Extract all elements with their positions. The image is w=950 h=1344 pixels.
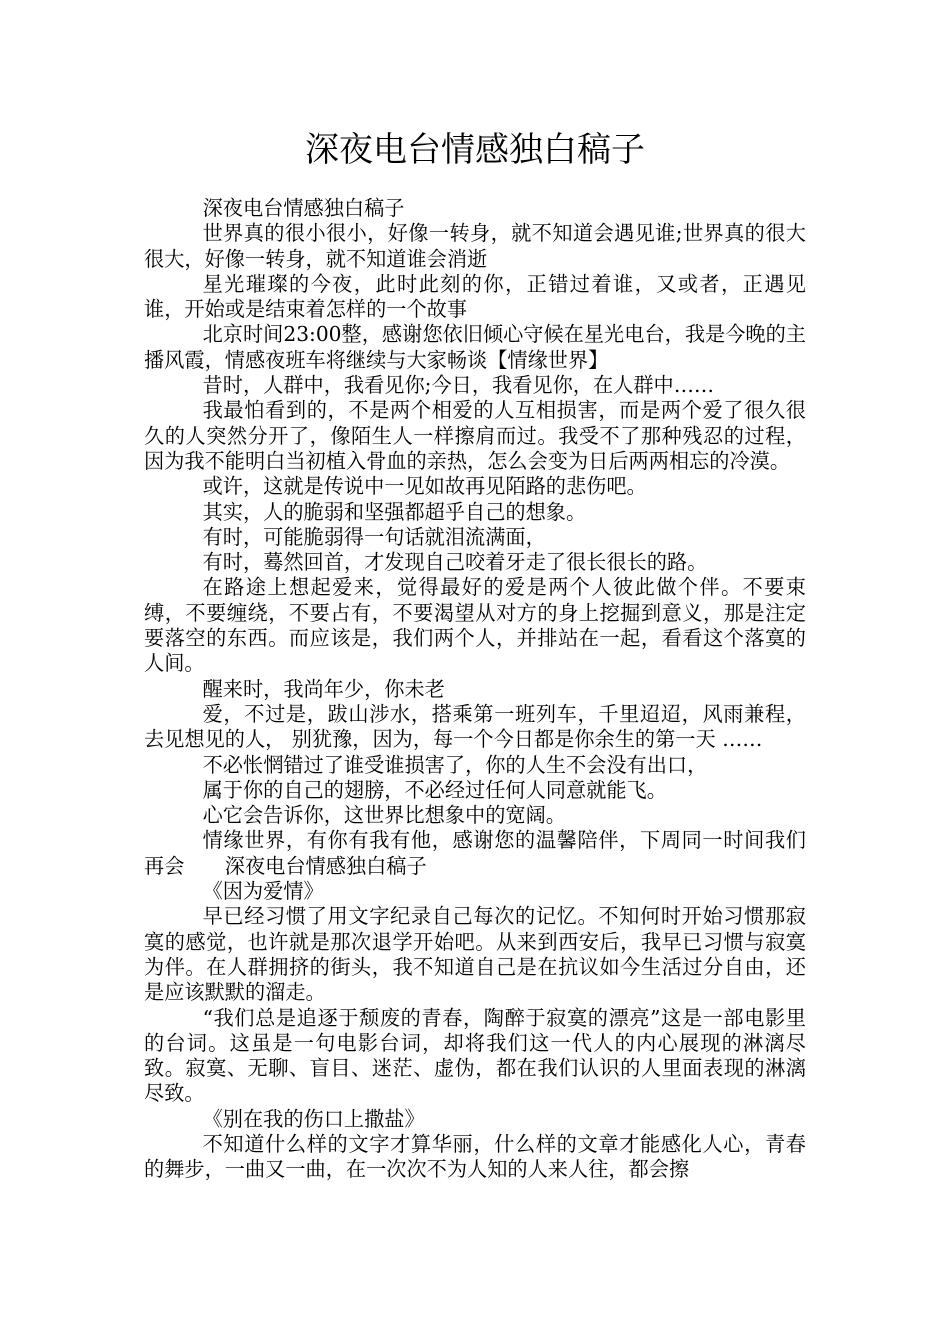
paragraph: 深夜电台情感独白稿子 (202, 196, 405, 220)
paragraph: 其实，人的脆弱和坚强都超乎自己的想象。 (202, 499, 587, 524)
document-body (144, 196, 806, 1183)
paragraph: 属于你的自己的翅膀，不必经过任何人同意就能飞。 (202, 777, 667, 802)
paragraph: 昔时，人群中，我看见你;今日，我看见你，在人群中…… (202, 373, 715, 398)
paragraph: 爱，不过是，跋山涉水，搭乘第一班列车，千里迢迢，风雨兼程，去见想见的人， 别犹豫，因为，每一个今日都是你余生的第一天 …… (144, 701, 806, 752)
paragraph: 世界真的很小很小，好像一转身，就不知道会遇见谁;世界真的很大很大，好像一转身，就不知道谁会消逝 (144, 221, 806, 271)
paragraph: 有时，可能脆弱得一句话就泪流满面， (202, 524, 546, 549)
paragraph: 醒来时，我尚年少，你未老 (202, 676, 445, 701)
paragraph: 或许，这就是传说中一见如故再见陌路的悲伤吧。 (202, 474, 647, 499)
paragraph: 心它会告诉你，这世界比想象中的宽阔。 (202, 803, 566, 828)
paragraph: 不必怅惘错过了谁受谁损害了，你的人生不会没有出口， (202, 752, 708, 777)
paragraph: 我最怕看到的，不是两个相爱的人互相损害，而是两个爱了很久很久的人突然分开了，像陌生人一样擦肩而过。我受不了那种残忍的过程，因为我不能明白当初植入骨血的亲热，怎么会变为日后两两相忘的冷漠。 (144, 398, 806, 473)
paragraph: “我们总是追逐于颓废的青春，陶醉于寂寞的漂亮”这是一部电影里的台词。这虽是一句电影台词，却将我们这一代人的内心展现的淋漓尽致。寂寞、无聊、盲目、迷茫、虚伪，都在我们认识的人里面表现的淋漓尽致。 (144, 1005, 806, 1106)
paragraph: 星光璀璨的今夜，此时此刻的你，正错过着谁，又或者，正遇见谁，开始或是结束着怎样的一个故事 (144, 271, 806, 322)
document-title: 深夜电台情感独白稿子 (305, 130, 645, 170)
section-heading: 《别在我的伤口上撒盐》 (202, 1106, 425, 1131)
paragraph: 不知道什么样的文字才算华丽，什么样的文章才能感化人心，青春的舞步，一曲又一曲，在一次次不为人知的人来人往，都会擦 (144, 1131, 806, 1182)
paragraph: 在路途上想起爱来，觉得最好的爱是两个人彼此做个伴。不要束缚，不要缠绕，不要占有，不要渴望从对方的身上挖掘到意义，那是注定要落空的东西。而应该是，我们两个人，并排站在一起，看看这个落寞的人间。 (144, 575, 806, 676)
paragraph: 北京时间23:00整，感谢您依旧倾心守候在星光电台，我是今晚的主播风霞，情感夜班车将继续与大家畅谈【情缘世界】 (144, 322, 806, 372)
section-heading: 《因为爱情》 (202, 879, 324, 904)
paragraph: 早已经习惯了用文字纪录自己每次的记忆。不知何时开始习惯那寂寞的感觉，也许就是那次退学开始吧。从来到西安后，我早已习惯与寂寞为伴。在人群拥挤的街头，我不知道自己是在抗议如今生活过分自由，还是应该默默的溜走。 (144, 904, 806, 1005)
paragraph: 情缘世界，有你有我有他，感谢您的温馨陪伴，下周同一时间我们再会 深夜电台情感独白稿子 (144, 828, 806, 878)
paragraph: 有时，蓦然回首，才发现自己咬着牙走了很长很长的路。 (202, 550, 708, 575)
